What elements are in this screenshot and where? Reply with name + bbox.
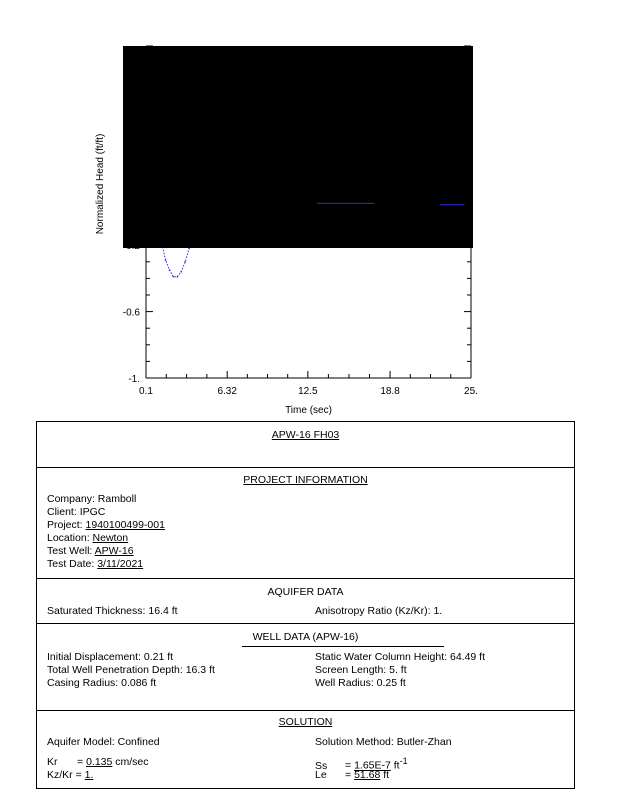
aquifer-header: AQUIFER DATA — [267, 586, 344, 598]
ss-equals: = — [345, 759, 352, 772]
test-date-label: Test Date: — [47, 558, 95, 570]
project-header: PROJECT INFORMATION — [243, 474, 368, 486]
client-label: Client: — [47, 506, 77, 518]
y-tick-label: -1. — [128, 374, 140, 385]
kr-equals: = — [77, 756, 84, 768]
series-point — [165, 259, 167, 261]
kz-kr-value: 1. — [84, 769, 94, 781]
solution-method: Solution Method: Butler-Zhan — [315, 736, 452, 748]
well-header-rule — [242, 646, 444, 647]
y-tick-label: -0.6 — [122, 307, 140, 319]
penetration-depth: Total Well Penetration Depth: 16.3 ft — [47, 664, 215, 676]
kr-unit: cm/sec — [115, 756, 149, 768]
series-point — [180, 271, 182, 273]
aquifer-data-panel — [36, 578, 575, 624]
solution-panel — [36, 710, 575, 789]
test-date-value: 3/11/2021 — [97, 558, 144, 570]
x-tick-label: 12.5 — [298, 386, 318, 397]
x-tick-label: 6.32 — [217, 386, 237, 397]
client-value: IPGC — [79, 506, 106, 518]
kz-kr-label: Kz/Kr = — [47, 769, 82, 781]
series-point — [177, 276, 179, 278]
client-row — [47, 506, 105, 518]
le-row — [315, 769, 389, 781]
test-date-row — [47, 558, 143, 570]
well-data-panel — [36, 623, 575, 711]
series-point — [169, 269, 171, 271]
le-value: 51.68 — [354, 769, 381, 781]
company-row — [47, 493, 136, 505]
test-well-value: APW-16 — [94, 545, 134, 557]
solution-header: SOLUTION — [278, 716, 333, 728]
aquifer-model: Aquifer Model: Confined — [47, 736, 160, 748]
le-label: Le — [315, 769, 327, 781]
location-label: Location: — [47, 532, 90, 544]
series-point — [173, 276, 175, 278]
project-value: 1940100499-001 — [85, 519, 165, 531]
casing-radius: Casing Radius: 0.086 ft — [47, 677, 157, 689]
series-point — [184, 261, 186, 263]
ss-value: 1.65E-7 — [354, 759, 391, 772]
project-label: Project: — [47, 519, 83, 531]
test-title-panel — [36, 421, 575, 468]
project-information-panel — [36, 467, 575, 579]
x-tick-label: 0.1 — [139, 386, 153, 397]
kr-value: 0.135 — [86, 756, 113, 768]
ss-exponent: -1 — [399, 756, 408, 766]
company-value: Ramboll — [97, 493, 137, 505]
test-well-row — [47, 545, 134, 557]
static-water-column: Static Water Column Height: 64.49 ft — [315, 651, 486, 663]
project-row — [47, 519, 165, 531]
ss-unit: ft — [393, 759, 400, 772]
x-axis-title: Time (sec) — [285, 405, 332, 416]
location-row — [47, 532, 128, 544]
kz-kr-row — [47, 769, 93, 781]
screen-length: Screen Length: 5. ft — [315, 664, 407, 676]
x-tick-label: 25. — [464, 386, 478, 397]
well-radius: Well Radius: 0.25 ft — [315, 677, 406, 689]
kr-row — [47, 756, 149, 768]
saturated-thickness: Saturated Thickness: 16.4 ft — [47, 605, 178, 617]
le-unit: ft — [383, 769, 390, 781]
anisotropy-ratio: Anisotropy Ratio (Kz/Kr): 1. — [315, 605, 443, 617]
kr-label: Kr — [47, 756, 58, 768]
x-tick-label: 18.8 — [380, 386, 400, 397]
well-header: WELL DATA (APW-16) — [252, 631, 359, 643]
test-title: APW-16 FH03 — [271, 429, 340, 441]
le-equals: = — [345, 769, 352, 781]
location-value: Newton — [92, 532, 129, 544]
y-axis-title: Normalized Head (ft/ft) — [95, 133, 106, 235]
company-label: Company: — [47, 493, 95, 505]
test-well-label: Test Well: — [47, 545, 93, 557]
redaction-box — [123, 46, 473, 248]
initial-displacement: Initial Displacement: 0.21 ft — [47, 651, 174, 663]
ss-label: Ss — [315, 759, 328, 772]
